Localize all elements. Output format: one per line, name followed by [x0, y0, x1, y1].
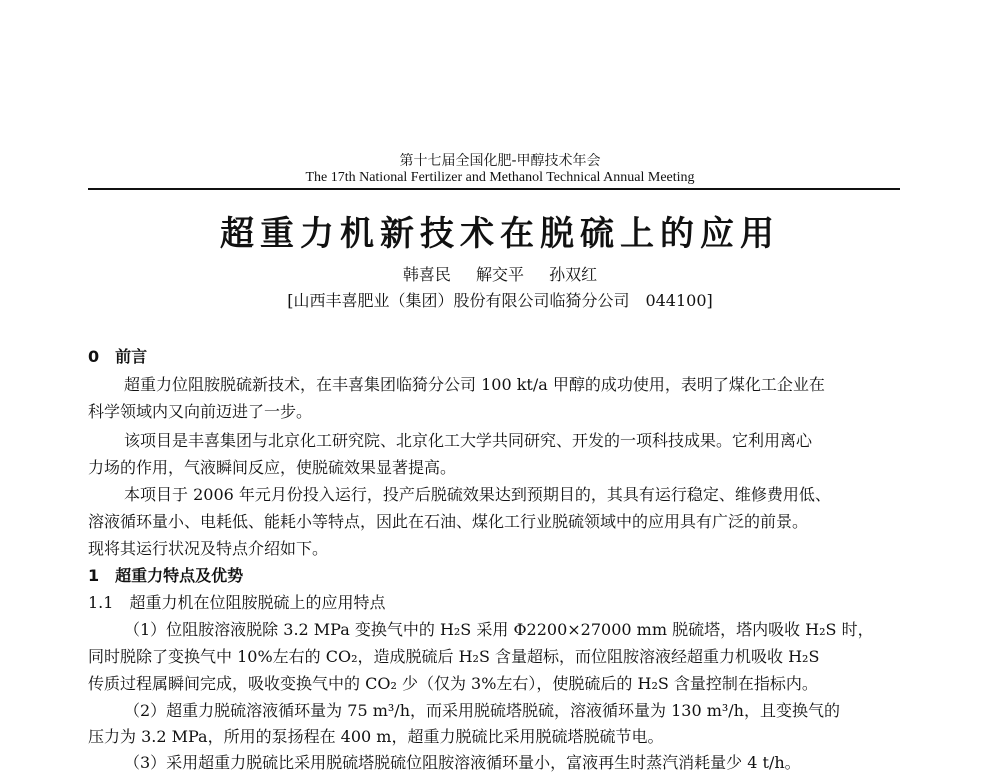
paragraph-line: 现将其运行状况及特点介绍如下。	[88, 539, 329, 558]
subsection-heading: 1.1 超重力机在位阻胺脱硫上的应用特点	[88, 593, 386, 612]
paragraph-line: 超重力位阻胺脱硫新技术，在丰喜集团临猗分公司 100 kt/a 甲醇的成功使用，表明了煤化工企业在	[124, 375, 825, 394]
author-name: 韩喜民	[402, 265, 451, 284]
section-heading: 0 前言	[88, 347, 148, 366]
author-name: 解交平	[475, 265, 524, 284]
paragraph-line: （2）超重力脱硫溶液循环量为 75 m³/h，而采用脱硫塔脱硫，溶液循环量为 130 m³/h，且变换气的	[124, 701, 840, 720]
author-name: 孙双红	[549, 265, 598, 284]
paragraph-line: 力场的作用，气液瞬间反应，使脱硫效果显著提高。	[88, 458, 457, 477]
paper-title: 超重力机新技术在脱硫上的应用	[220, 214, 780, 254]
header-rule	[88, 188, 900, 190]
conference-title-cn: 第十七届全国化肥-甲醇技术年会	[399, 153, 601, 169]
paragraph-line: （3）采用超重力脱硫比采用脱硫塔脱硫位阻胺溶液循环量小，富液再生时蒸汽消耗量少 4 t/h。	[124, 753, 801, 772]
author-list	[0, 262, 1000, 285]
section-heading: 1 超重力特点及优势	[88, 566, 244, 585]
paragraph-line: 该项目是丰喜集团与北京化工研究院、北京化工大学共同研究、开发的一项科技成果。它利用离心	[124, 431, 813, 450]
paragraph-line: 同时脱除了变换气中 10%左右的 CO₂，造成脱硫后 H₂S 含量超标，而位阻胺溶液经超重力机吸收 H₂S	[88, 647, 820, 666]
conference-title-en: The 17th National Fertilizer and Methanol Technical Annual Meeting	[305, 170, 695, 185]
paragraph-line: 压力为 3.2 MPa，所用的泵扬程在 400 m，超重力脱硫比采用脱硫塔脱硫节电。	[88, 727, 664, 746]
paragraph-line: 本项目于 2006 年元月份投入运行，投产后脱硫效果达到预期目的，其具有运行稳定、维修费用低、	[124, 485, 831, 504]
paragraph-line: 传质过程属瞬间完成，吸收变换气中的 CO₂ 少（仅为 3%左右），使脱硫后的 H₂S 含量控制在指标内。	[88, 674, 818, 693]
affiliation: [山西丰喜肥业（集团）股份有限公司临猗分公司 044100]	[287, 291, 713, 310]
paragraph-line: （1）位阻胺溶液脱除 3.2 MPa 变换气中的 H₂S 采用 Φ2200×27000 mm 脱硫塔，塔内吸收 H₂S 时，	[124, 620, 874, 639]
paragraph-line: 科学领域内又向前迈进了一步。	[88, 402, 313, 421]
paragraph-line: 溶液循环量小、电耗低、能耗小等特点，因此在石油、煤化工行业脱硫领域中的应用具有广泛的前景。	[88, 512, 809, 531]
